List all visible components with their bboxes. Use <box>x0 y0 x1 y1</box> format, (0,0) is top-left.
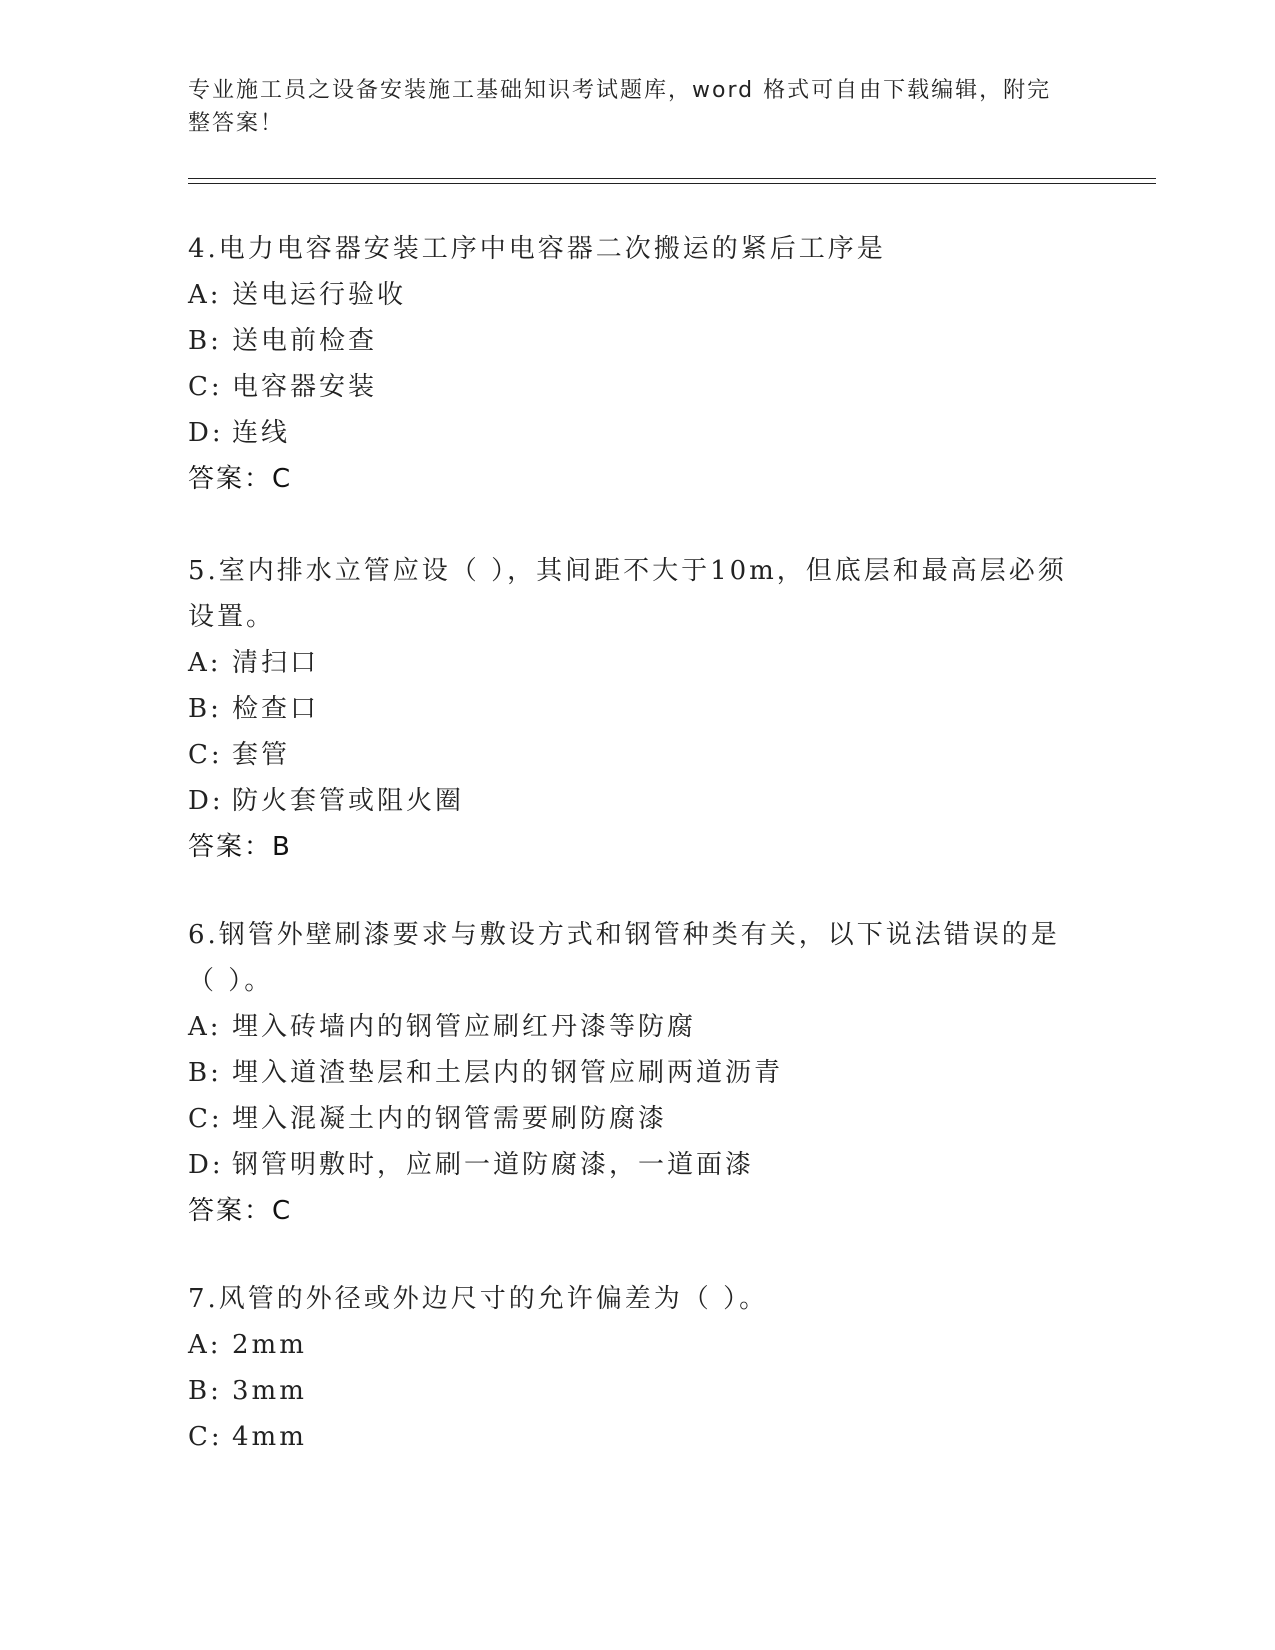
option-key: C: <box>188 372 223 402</box>
option-key: A: <box>188 1330 222 1360</box>
option-key: D: <box>188 1150 224 1180</box>
option-c <box>188 364 1088 410</box>
option-text: 清扫口 <box>232 648 320 678</box>
option-key: D: <box>188 786 224 816</box>
option-b <box>188 1368 1088 1414</box>
option-d <box>188 778 1088 824</box>
option-b <box>188 686 1088 732</box>
option-key: B: <box>188 694 222 724</box>
option-a <box>188 640 1088 686</box>
question-4 <box>188 226 1088 502</box>
option-text: 送电前检查 <box>232 326 378 356</box>
option-text: 埋入砖墙内的钢管应刷红丹漆等防腐 <box>232 1012 697 1042</box>
option-text: 送电运行验收 <box>232 280 407 310</box>
option-text: 钢管明敷时，应刷一道防腐漆，一道面漆 <box>232 1150 755 1180</box>
option-key: B: <box>188 326 222 356</box>
question-5 <box>188 548 1088 870</box>
option-key: D: <box>188 418 224 448</box>
question-7 <box>188 1276 1088 1460</box>
question-stem: 4.电力电容器安装工序中电容器二次搬运的紧后工序是 <box>188 234 886 264</box>
header-rule-bottom <box>188 183 1156 184</box>
header-rule-top <box>188 178 1156 179</box>
option-key: B: <box>188 1376 222 1406</box>
option-key: B: <box>188 1058 222 1088</box>
option-c <box>188 1414 1088 1460</box>
option-text: 埋入道渣垫层和土层内的钢管应刷两道沥青 <box>232 1058 784 1088</box>
option-text: 电容器安装 <box>232 372 378 402</box>
option-text: 检查口 <box>232 694 320 724</box>
option-key: C: <box>188 1422 223 1452</box>
option-b <box>188 1050 1088 1096</box>
option-key: A: <box>188 1012 222 1042</box>
option-text: 4mm <box>232 1422 307 1452</box>
option-key: C: <box>188 740 223 770</box>
question-stem: 6.钢管外壁刷漆要求与敷设方式和钢管种类有关，以下说法错误的是（ ）。 <box>188 920 1060 996</box>
question-6 <box>188 912 1088 1234</box>
option-d <box>188 1142 1088 1188</box>
question-stem: 7.风管的外径或外边尺寸的允许偏差为（ ）。 <box>188 1284 769 1314</box>
option-b <box>188 318 1088 364</box>
header-intro: 专业施工员之设备安装施工基础知识考试题库，word 格式可自由下载编辑，附完整答案！ <box>188 78 1052 136</box>
option-a <box>188 272 1088 318</box>
option-d <box>188 410 1088 456</box>
question-stem: 5.室内排水立管应设（ ），其间距不大于10m，但底层和最高层必须设置。 <box>188 556 1067 632</box>
answer-line: 答案：C <box>188 464 293 494</box>
option-text: 2mm <box>232 1330 307 1360</box>
option-text: 防火套管或阻火圈 <box>232 786 465 816</box>
option-key: C: <box>188 1104 223 1134</box>
option-text: 套管 <box>232 740 291 770</box>
option-a <box>188 1004 1088 1050</box>
option-c <box>188 732 1088 778</box>
option-text: 连线 <box>232 418 291 448</box>
option-key: A: <box>188 280 222 310</box>
option-text: 埋入混凝土内的钢管需要刷防腐漆 <box>232 1104 668 1134</box>
option-c <box>188 1096 1088 1142</box>
option-key: A: <box>188 648 222 678</box>
answer-line: 答案：C <box>188 1196 293 1226</box>
option-a <box>188 1322 1088 1368</box>
option-text: 3mm <box>232 1376 307 1406</box>
answer-line: 答案：B <box>188 832 292 862</box>
